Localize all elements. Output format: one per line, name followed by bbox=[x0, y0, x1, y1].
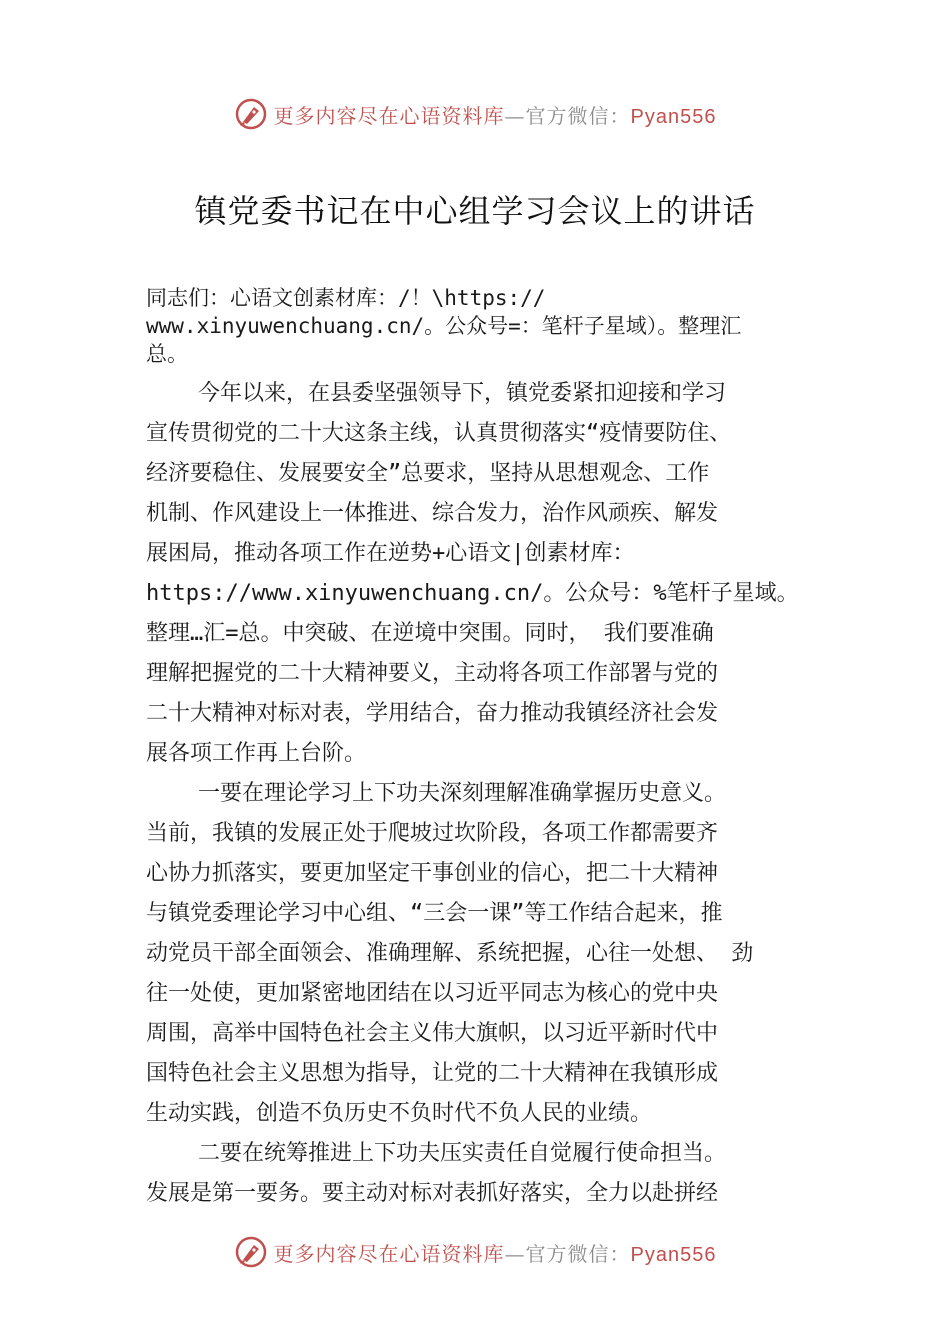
banner-text: 更多内容尽在心语资料库—官方微信：Pyan556 bbox=[273, 103, 717, 128]
text-line: https://www.xinyuwenchuang.cn/。公众号：%笔杆子星域。 bbox=[146, 581, 799, 606]
text-line: 与镇党委理论学习中心组、“三会一课”等工作结合起来，推 bbox=[146, 901, 723, 926]
text-line: 机制、作风建设上一体推进、综合发力，治作风顽疾、解发 bbox=[146, 501, 719, 526]
text-line: 展困局，推动各项工作在逆势+心语文|创素材库： bbox=[146, 541, 635, 566]
intro-line: 同志们：心语文创素材库：/！\https:// bbox=[146, 286, 546, 310]
text-line: 当前，我镇的发展正处于爬坡过坎阶段，各项工作都需要齐 bbox=[146, 821, 719, 846]
text-line: 宣传贯彻党的二十大这条主线，认真贯彻落实“疫情要防住、 bbox=[146, 421, 732, 446]
text-line: 理解把握党的二十大精神要义，主动将各项工作部署与党的 bbox=[146, 661, 719, 686]
text-line: 动党员干部全面领会、准确理解、系统把握，心往一处想、 劲 bbox=[146, 941, 754, 966]
text-line: 国特色社会主义思想为指导，让党的二十大精神在我镇形成 bbox=[146, 1061, 719, 1086]
pen-nib-icon bbox=[234, 1235, 268, 1269]
text-line: 生动实践，创造不负历史不负时代不负人民的业绩。 bbox=[146, 1101, 653, 1126]
text-line: 发展是第一要务。要主动对标对表抓好落实，全力以赴拼经 bbox=[146, 1181, 719, 1206]
banner-text: 更多内容尽在心语资料库—官方微信：Pyan556 bbox=[273, 1241, 717, 1266]
intro-paragraph bbox=[146, 284, 836, 368]
text-line: 二十大精神对标对表，学用结合，奋力推动我镇经济社会发 bbox=[146, 701, 719, 726]
section-heading: 二要在统筹推进上下功夫压实责任自觉履行使命担当。 bbox=[198, 1141, 727, 1166]
intro-line: 总。 bbox=[146, 342, 188, 366]
text-line: 周围，高举中国特色社会主义伟大旗帜，以习近平新时代中 bbox=[146, 1021, 719, 1046]
text-line: 往一处使，更加紧密地团结在以习近平同志为核心的党中央 bbox=[146, 981, 719, 1006]
body-text bbox=[146, 374, 816, 1214]
text-line: 今年以来，在县委坚强领导下，镇党委紧扣迎接和学习 bbox=[198, 381, 727, 406]
footer-banner bbox=[0, 1230, 950, 1274]
text-line: 经济要稳住、发展要安全”总要求，坚持从思想观念、工作 bbox=[146, 461, 710, 486]
text-line: 整理…汇=总。中突破、在逆境中突围。同时， 我们要准确 bbox=[146, 621, 714, 646]
header-banner bbox=[0, 92, 950, 136]
pen-nib-icon bbox=[234, 97, 268, 131]
text-line: 展各项工作再上台阶。 bbox=[146, 741, 367, 766]
text-line: 心协力抓落实，要更加坚定干事创业的信心，把二十大精神 bbox=[146, 861, 719, 886]
page-title: 镇党委书记在中心组学习会议上的讲话 bbox=[194, 192, 756, 230]
section-heading: 一要在理论学习上下功夫深刻理解准确掌握历史意义。 bbox=[198, 781, 727, 806]
intro-line: www.xinyuwenchuang.cn/。公众号=：笔杆子星域）。整理汇 bbox=[146, 314, 742, 338]
